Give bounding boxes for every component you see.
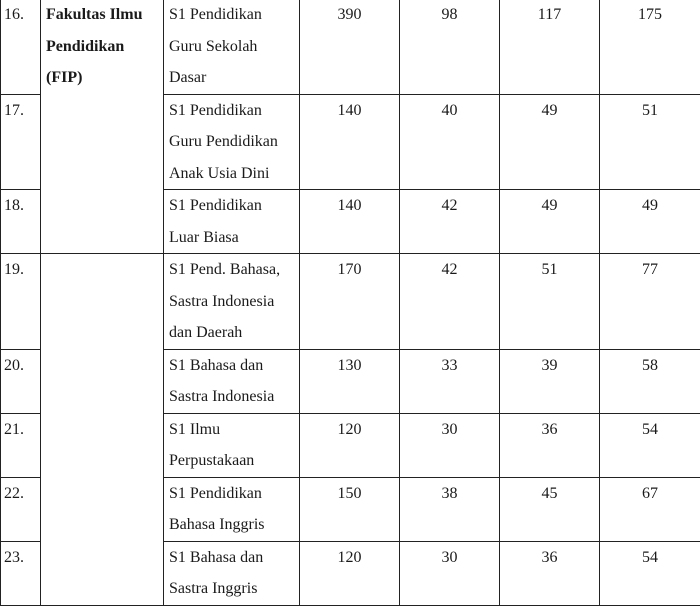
- value-cell: 390: [300, 0, 400, 94]
- value-cell: 98: [400, 0, 500, 94]
- program-name-line: S1 Pendidikan: [169, 190, 297, 222]
- value-cell: 49: [500, 94, 600, 190]
- value-cell: 67: [600, 477, 700, 541]
- value-cell: 49: [600, 190, 700, 254]
- program-cell: [164, 254, 300, 350]
- row-number: 21.: [1, 413, 41, 477]
- value-cell: 130: [300, 349, 400, 413]
- program-name-line: Dasar: [169, 62, 297, 94]
- value-cell: 170: [300, 254, 400, 350]
- value-cell: 51: [500, 254, 600, 350]
- value-cell: 42: [400, 190, 500, 254]
- program-name-line: S1 Bahasa dan: [169, 350, 297, 382]
- program-name-line: Sastra Indonesia: [169, 381, 297, 413]
- value-cell: 58: [600, 349, 700, 413]
- table-row: [1, 0, 700, 94]
- program-name-line: dan Daerah: [169, 317, 297, 349]
- program-name-line: Sastra Inggris: [169, 573, 297, 605]
- row-number: 20.: [1, 349, 41, 413]
- program-name-line: S1 Pendidikan: [169, 0, 297, 31]
- row-number: 18.: [1, 190, 41, 254]
- value-cell: 33: [400, 349, 500, 413]
- value-cell: 36: [500, 413, 600, 477]
- value-cell: 117: [500, 0, 600, 94]
- value-cell: 42: [400, 254, 500, 350]
- program-name-line: Guru Pendidikan: [169, 126, 297, 158]
- value-cell: 39: [500, 349, 600, 413]
- faculty-name-line: Fakultas Ilmu: [46, 0, 157, 31]
- value-cell: 77: [600, 254, 700, 350]
- program-name-line: Guru Sekolah: [169, 31, 297, 63]
- value-cell: 140: [300, 94, 400, 190]
- row-number: 17.: [1, 94, 41, 190]
- program-name-line: S1 Pendidikan: [169, 478, 297, 510]
- value-cell: 150: [300, 477, 400, 541]
- value-cell: 54: [600, 413, 700, 477]
- row-number: 19.: [1, 254, 41, 350]
- program-cell: [164, 477, 300, 541]
- program-name-line: Sastra Indonesia: [169, 286, 297, 318]
- value-cell: 49: [500, 190, 600, 254]
- program-name-line: S1 Bahasa dan: [169, 542, 297, 574]
- program-cell: [164, 541, 300, 605]
- program-name-line: Perpustakaan: [169, 445, 297, 477]
- program-name-line: Anak Usia Dini: [169, 158, 297, 190]
- faculty-cell-empty: [41, 254, 164, 606]
- row-number: 22.: [1, 477, 41, 541]
- value-cell: 54: [600, 541, 700, 605]
- value-cell: 36: [500, 541, 600, 605]
- program-name-line: Bahasa Inggris: [169, 509, 297, 541]
- value-cell: 45: [500, 477, 600, 541]
- value-cell: 40: [400, 94, 500, 190]
- value-cell: 175: [600, 0, 700, 94]
- table-row: [1, 254, 700, 350]
- value-cell: 120: [300, 413, 400, 477]
- program-cell: [164, 413, 300, 477]
- program-name-line: S1 Pend. Bahasa,: [169, 254, 297, 286]
- program-cell: [164, 190, 300, 254]
- faculty-name-line: Pendidikan: [46, 31, 157, 63]
- program-name-line: S1 Ilmu: [169, 414, 297, 446]
- value-cell: 51: [600, 94, 700, 190]
- program-cell: [164, 0, 300, 94]
- value-cell: 30: [400, 413, 500, 477]
- value-cell: 140: [300, 190, 400, 254]
- program-cell: [164, 94, 300, 190]
- row-number: 16.: [1, 0, 41, 94]
- value-cell: 30: [400, 541, 500, 605]
- row-number: 23.: [1, 541, 41, 605]
- faculty-abbreviation: (FIP): [46, 62, 157, 94]
- faculty-cell: [41, 0, 164, 254]
- program-name-line: Luar Biasa: [169, 222, 297, 254]
- program-cell: [164, 349, 300, 413]
- value-cell: 120: [300, 541, 400, 605]
- value-cell: 38: [400, 477, 500, 541]
- program-name-line: S1 Pendidikan: [169, 95, 297, 127]
